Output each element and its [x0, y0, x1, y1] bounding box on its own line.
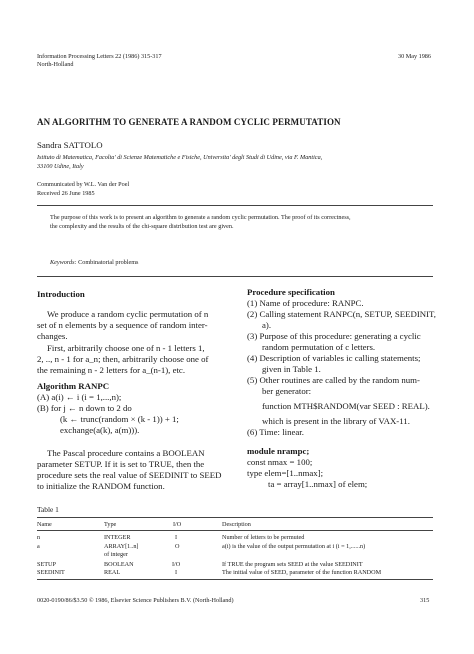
spec-item-6: (6) Time: linear.	[247, 427, 304, 437]
table-cell: REAL	[104, 569, 121, 576]
pascal-line-4: to initialize the RANDOM function.	[37, 481, 165, 491]
table-cell: SEEDINIT	[37, 569, 65, 576]
abstract-bottom-rule	[37, 276, 433, 277]
table-cell: If TRUE the program sets SEED at the value SEEDINIT	[222, 561, 363, 568]
abstract-top-rule	[37, 205, 433, 206]
keywords-label: Keywords:	[50, 259, 77, 266]
intro-p1-line-2: set of n elements by a sequence of random inter-	[37, 320, 208, 330]
spec-heading: Procedure specification	[247, 287, 335, 297]
table-cell: a(i) is the value of the output permutation at i (i = 1,......n)	[222, 543, 366, 550]
spec-function: function MTH$RANDOM(var SEED : REAL).	[262, 401, 430, 411]
table-header-rule	[37, 530, 433, 531]
module-line-2: const nmax = 100;	[247, 457, 313, 467]
table-cell: I/O	[172, 561, 181, 568]
pascal-line-2: parameter SETUP. If it is set to TRUE, then the	[37, 459, 205, 469]
table-caption: Table 1	[37, 505, 59, 514]
algorithm-step-b-body-1: (k ← trunc(random × (k - 1)) + 1;	[60, 414, 179, 424]
pascal-line-3: procedure sets the real value of SEEDINIT to SEED	[37, 470, 222, 480]
page-number: 315	[420, 597, 430, 604]
module-line-1: module nrampc;	[247, 446, 310, 456]
table-cell: BOOLEAN	[104, 561, 134, 568]
affiliation-line-1: Istituto di Matematica, Facolta' di Scienze Matematiche e Fisiche, Universita' degli Studi di Udine, via F. Mantica,	[37, 154, 323, 161]
pascal-line-1: The Pascal procedure contains a BOOLEAN	[47, 448, 205, 458]
keywords	[50, 259, 138, 266]
table-cell: INTEGER	[104, 534, 131, 541]
table-top-rule	[37, 517, 433, 518]
spec-library: which is present in the library of VAX-11.	[262, 416, 410, 426]
introduction-heading: Introduction	[37, 289, 85, 299]
paper-title: AN ALGORITHM TO GENERATE A RANDOM CYCLIC PERMUTATION	[37, 117, 341, 127]
intro-p2-line-3: the remaining n - 2 letters for a_(n-1), etc.	[37, 365, 186, 375]
spec-item-2: (2) Calling statement RANPC(n, SETUP, SEEDINIT,	[247, 309, 436, 319]
copyright-line: 0020-0190/86/$3.50 © 1986, Elsevier Science Publishers B.V. (North-Holland)	[37, 597, 234, 604]
publisher: North-Holland	[37, 61, 74, 68]
table-cell: n	[37, 534, 41, 541]
spec-item-4-cont: given in Table 1.	[262, 364, 321, 374]
spec-item-2-cont: a).	[262, 320, 272, 330]
author: Sandra SATTOLO	[37, 140, 103, 150]
table-cell: of integer	[104, 551, 128, 558]
algorithm-step-b: (B) for j ← n down to 2 do	[37, 403, 132, 413]
module-line-3: type elem=[1..nmax];	[247, 468, 324, 478]
table-header-name: Name	[37, 521, 52, 528]
communicated-by: Communicated by W.L. Van der Poel	[37, 181, 130, 188]
algorithm-step-a: (A) a(i) ← i (i = 1,...,n);	[37, 392, 122, 402]
table-cell: SETUP	[37, 561, 56, 568]
table-header-io: I/O	[173, 521, 182, 528]
intro-p2-line-2: 2, .., n - 1 for a_n; then, arbitrarily choose one of	[37, 354, 209, 364]
intro-p2-line-1: First, arbitrarily choose one of n - 1 letters 1,	[47, 343, 205, 353]
issue-date: 30 May 1986	[398, 53, 431, 60]
table-header-description: Description	[222, 521, 251, 528]
table-cell: The initial value of SEED, parameter of the function RANDOM	[222, 569, 382, 576]
spec-item-5-cont: ber generator:	[262, 386, 312, 396]
spec-item-3-cont: random permutation of c letters.	[262, 342, 376, 352]
module-line-4: ta = array[1..nmax] of elem;	[268, 479, 368, 489]
intro-p1-line-3: changes.	[37, 331, 68, 341]
table-cell: a	[37, 543, 40, 550]
spec-item-1: (1) Name of procedure: RANPC.	[247, 298, 364, 308]
intro-p1-line-1: We produce a random cyclic permutation of n	[47, 309, 209, 319]
table-cell: Number of letters to be permuted	[222, 534, 305, 541]
spec-item-5: (5) Other routines are called by the random num-	[247, 375, 420, 385]
algorithm-step-b-body-2: exchange(a(k), a(m))).	[60, 425, 140, 435]
keywords-value: Combinatorial problems	[78, 259, 139, 266]
spec-item-4: (4) Description of variables ic calling statements;	[247, 353, 421, 363]
table-cell: O	[175, 543, 180, 550]
table-header-type: Type	[104, 521, 117, 528]
table-cell: I	[175, 534, 178, 541]
spec-item-3: (3) Purpose of this procedure: generating a cyclic	[247, 331, 421, 341]
journal-citation: Information Processing Letters 22 (1986) 315-317	[37, 53, 162, 60]
affiliation-line-2: 33100 Udine, Italy	[37, 163, 84, 170]
received-date: Received 26 June 1985	[37, 190, 95, 197]
table-cell: I	[175, 569, 178, 576]
algorithm-heading: Algorithm RANPC	[37, 381, 110, 391]
table-bottom-rule	[37, 579, 433, 580]
table-cell: ARRAY[1..n]	[104, 543, 139, 550]
abstract-line-2: the complexity and the results of the chi-square distribution test are given.	[50, 223, 234, 230]
abstract-line-1: The purpose of this work is to present an algorithm to generate a random cyclic permutation. The proof of its correctness,	[50, 214, 351, 221]
